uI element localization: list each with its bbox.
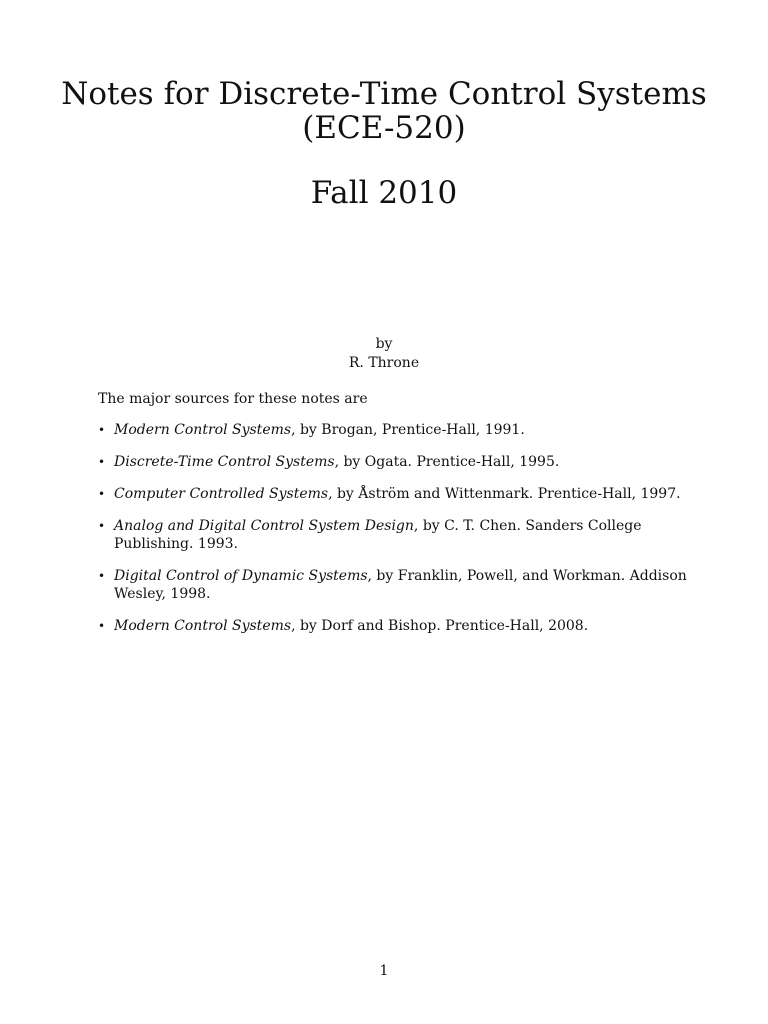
source-details: , by Brogan, Prentice-Hall, 1991. xyxy=(291,422,525,438)
bullet-icon: • xyxy=(98,569,106,583)
byline-by: by xyxy=(375,336,393,352)
source-title: Analog and Digital Control System Design xyxy=(114,518,414,534)
source-item xyxy=(98,567,690,603)
author-name: R. Throne xyxy=(348,355,420,371)
bullet-icon: • xyxy=(98,487,106,501)
page-title: Notes for Discrete-Time Control Systems xyxy=(61,76,707,112)
bullet-icon: • xyxy=(98,619,106,633)
source-details: , by Dorf and Bishop. Prentice-Hall, 2008. xyxy=(291,618,589,634)
source-item xyxy=(98,517,690,553)
intro-text: The major sources for these notes are xyxy=(98,391,368,407)
source-item xyxy=(98,421,690,439)
bullet-icon: • xyxy=(98,519,106,533)
bullet-icon: • xyxy=(98,423,106,437)
source-item xyxy=(98,453,690,471)
course-code: (ECE-520) xyxy=(302,110,466,146)
sources-list xyxy=(98,421,690,649)
source-details: , by Franklin, Powell, and Workman. Addison Wesley, 1998. xyxy=(114,568,687,602)
source-item xyxy=(98,485,690,503)
term-heading: Fall 2010 xyxy=(310,175,458,211)
source-title: Modern Control Systems xyxy=(114,422,292,438)
source-title: Discrete-Time Control Systems xyxy=(114,454,335,470)
source-details: , by C. T. Chen. Sanders College Publishing. 1993. xyxy=(114,518,642,552)
page-number: 1 xyxy=(379,963,389,979)
source-item xyxy=(98,617,690,635)
source-title: Computer Controlled Systems xyxy=(114,486,329,502)
source-details: , by Åström and Wittenmark. Prentice-Hall, 1997. xyxy=(328,486,681,502)
source-title: Modern Control Systems xyxy=(114,618,292,634)
bullet-icon: • xyxy=(98,455,106,469)
source-details: , by Ogata. Prentice-Hall, 1995. xyxy=(334,454,560,470)
source-title: Digital Control of Dynamic Systems xyxy=(114,568,368,584)
